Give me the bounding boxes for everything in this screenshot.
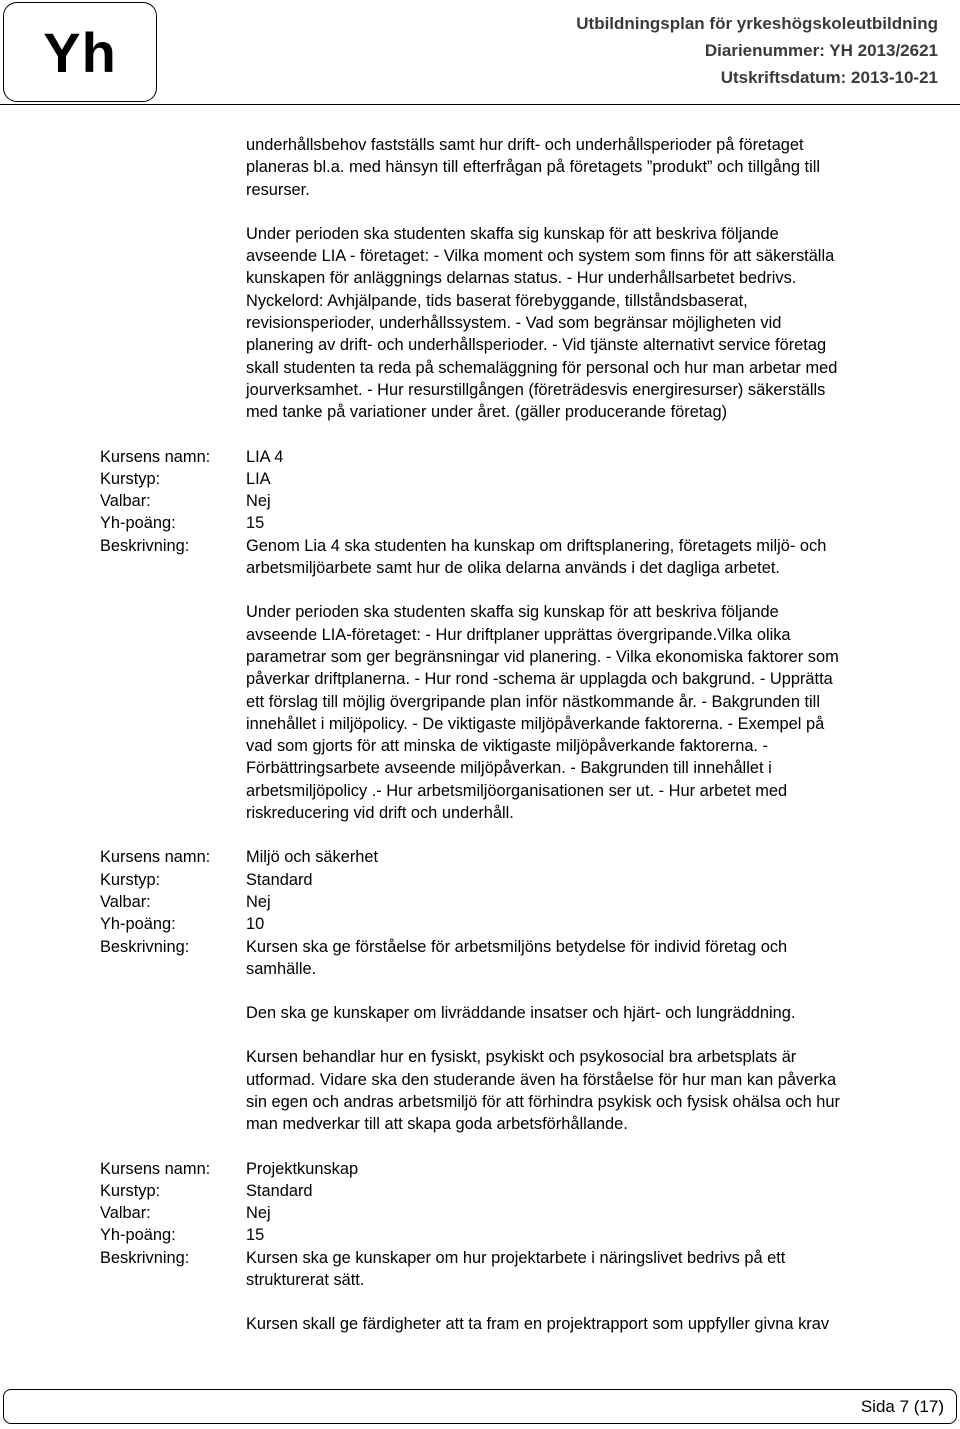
course-points: 10 [246, 915, 265, 934]
course-points-label: Yh-poäng: [100, 514, 176, 533]
document-body [100, 134, 950, 1358]
course-elective: Nej [246, 492, 271, 511]
course-points: 15 [246, 514, 265, 533]
intro-paragraph: Under perioden ska studenten skaffa sig kunskap för att beskriva följande avseende LIA - företaget: - Vilka moment och system som finns för att säkerställa kunskapen för anläggnings delarnas status. - Hur underhållsarbetet bedrivs. Nyckelord: Avhjälpande, tids baserat förebyggande, tillståndsbaserat, revisionsperioder, underhållssystem. - Vad som begränsar möjligheten vid planering av drift- och underhållsperioder. - Vid tjänste alternativt service företag skall studenten ta reda på schemaläggning för personal och hur man arbetar med jourverksamhet. - Hur resurstillgången (företrädesvis energiresurser) säkerställs med tanke på variationer under året. (gäller producerande företag) [246, 224, 838, 422]
course-name: LIA 4 [246, 447, 284, 466]
course-description: Den ska ge kunskaper om livräddande insatser och hjärt- och lungräddning. [246, 1004, 796, 1023]
course-description: Kursen ska ge kunskaper om hur projektarbete i näringslivet bedrivs på ett strukturerat sätt. [246, 1248, 786, 1290]
document-title: Utbildningsplan för yrkeshögskoleutbildning [576, 14, 938, 33]
yh-logo: Yh [3, 2, 157, 102]
course-name-label: Kursens namn: [100, 1159, 211, 1178]
page-number: Sida 7 (17) [860, 1397, 944, 1416]
course-name: Projektkunskap [246, 1159, 359, 1178]
document-header [576, 10, 938, 91]
course-description: Under perioden ska studenten skaffa sig kunskap för att beskriva följande avseende LIA-företaget: - Hur driftplaner upprättas övergripande.Vilka olika parametrar som ger begränsningar vid planering. - Vilka ekonomiska faktorer som påverkar driftplanerna. - Hur rond -schema är upplagda och bakgrund. - Upprätta ett förslag till möjlig övergripande plan inför nästkommande år. - Bakgrunden till innehållet i miljöpolicy. - De viktigaste miljöpåverkande faktorerna. - Exempel på vad som gjorts för att minska de viktigaste miljöpåverkande faktorerna. - Förbättringsarbete avseende miljöpåverkan. - Bakgrunden till innehållet i arbetsmiljöpolicy .- Hur arbetsmiljöorganisationen ser ut. - Hur arbetet med riskreducering vid drift och underhåll. [246, 603, 839, 823]
course-elective-label: Valbar: [100, 892, 151, 911]
course-description: Genom Lia 4 ska studenten ha kunskap om driftsplanering, företagets miljö- och arbetsmiljöarbete samt hur de olika delarna används i det dagliga arbetet. [246, 536, 827, 578]
print-date: Utskriftsdatum: 2013-10-21 [720, 68, 938, 87]
course-name: Miljö och säkerhet [246, 848, 379, 867]
course-type: Standard [246, 870, 313, 889]
course-points-label: Yh-poäng: [100, 1226, 176, 1245]
course-elective-label: Valbar: [100, 1204, 151, 1223]
course-type-label: Kurstyp: [100, 1181, 161, 1200]
course-points-label: Yh-poäng: [100, 915, 176, 934]
course-type: Standard [246, 1181, 313, 1200]
course-points: 15 [246, 1226, 265, 1245]
course-description: Kursen skall ge färdigheter att ta fram en projektrapport som uppfyller givna krav [246, 1315, 830, 1334]
page-footer [3, 1389, 957, 1424]
course-description: Kursen ska ge förståelse för arbetsmiljöns betydelse för individ företag och samhälle. [246, 937, 788, 978]
course-name-label: Kursens namn: [100, 447, 211, 466]
course-description-label: Beskrivning: [100, 937, 190, 956]
course-section [100, 446, 950, 825]
course-description-label: Beskrivning: [100, 536, 190, 555]
course-type: LIA [246, 469, 271, 488]
course-section [100, 1158, 950, 1336]
course-type-label: Kurstyp: [100, 870, 161, 889]
course-elective: Nej [246, 892, 271, 911]
course-description: Kursen behandlar hur en fysiskt, psykiskt och psykosocial bra arbetsplats är utformad. Vidare ska den studerande även ha förståelse för hur man kan påverka sin egen och andras arbetsmiljö för att förhindra psykisk och fysisk ohälsa och hur man medverkar till att skapa goda arbetsförhållande. [246, 1048, 841, 1134]
course-elective-label: Valbar: [100, 492, 151, 511]
course-section [100, 846, 950, 1135]
intro-paragraph: underhållsbehov fastställs samt hur drift- och underhållsperioder på företaget planeras bl.a. med hänsyn till efterfrågan på företagets ”produkt” och tillgång till resurser. [246, 136, 820, 199]
header-divider [0, 104, 960, 105]
registration-number: Diarienummer: YH 2013/2621 [704, 41, 938, 60]
course-name-label: Kursens namn: [100, 848, 211, 867]
course-elective: Nej [246, 1204, 271, 1223]
course-description-label: Beskrivning: [100, 1248, 190, 1267]
course-type-label: Kurstyp: [100, 469, 161, 488]
